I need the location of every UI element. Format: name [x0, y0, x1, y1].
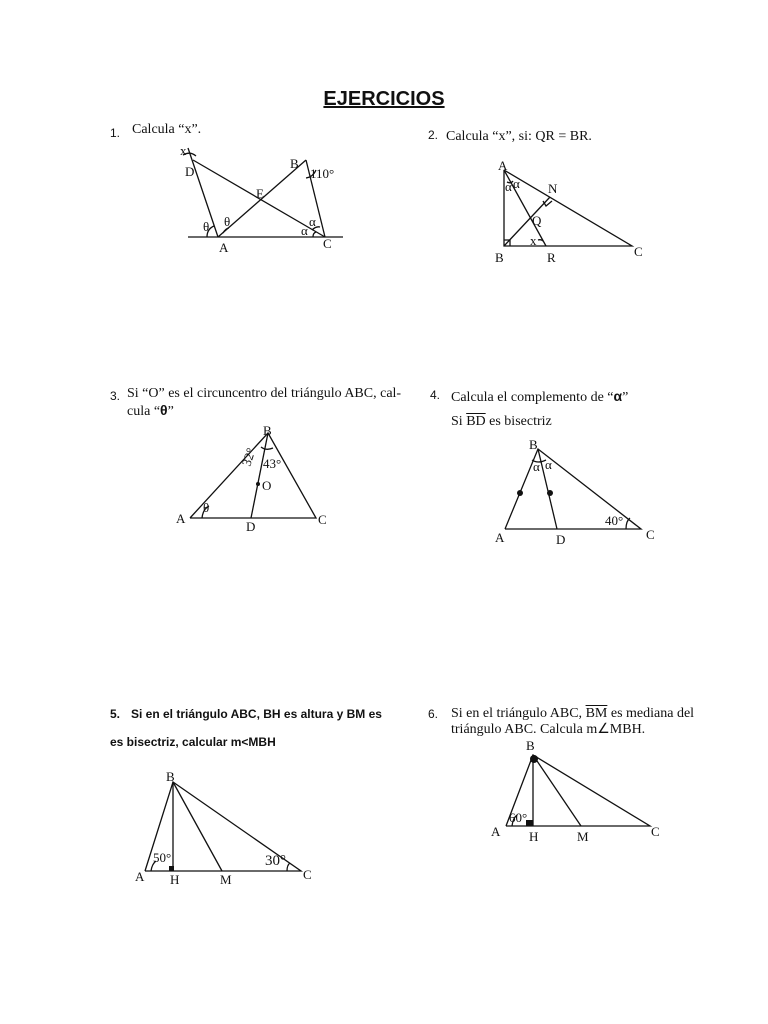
exercise-3-number: 3. — [110, 389, 121, 403]
ex2-label-alpha2: α — [505, 179, 512, 194]
exercise-6-number: 6. — [428, 707, 439, 721]
ex1-label-c: C — [323, 236, 332, 251]
ex3-label-theta: θ — [203, 500, 210, 515]
ex4-label-alpha2: α — [545, 457, 552, 472]
ex4-label-40: 40° — [605, 513, 624, 528]
ex3-label-c: C — [318, 512, 327, 527]
page-title: EJERCICIOS — [323, 88, 445, 110]
ex1-label-alpha1: α — [309, 214, 316, 229]
ex3-label-a: A — [176, 511, 186, 526]
ex3-label-d: D — [246, 519, 256, 534]
ex6-label-b: B — [526, 738, 535, 753]
exercise-5-number: 5. — [110, 707, 121, 721]
ex5-label-h: H — [170, 872, 180, 887]
ex5-label-b: B — [166, 769, 175, 784]
ex1-label-theta1: θ — [203, 219, 210, 234]
ex3-label-o: O — [262, 478, 272, 493]
ex2-label-x: x — [530, 233, 537, 248]
exercise-3-statement-line1: Si “O” es el circuncentro del triángulo ABC, cal- — [127, 386, 402, 401]
exercise-5-statement-line2: es bisectriz, calcular m<MBH — [110, 735, 276, 749]
exercise-2-statement: Calcula “x”, si: QR = BR. — [446, 129, 592, 144]
ex3-label-b: B — [263, 423, 272, 438]
ex6-triangle — [506, 755, 650, 826]
ex6-label-m: M — [577, 829, 589, 844]
ex5-label-m: M — [220, 872, 232, 887]
ex1-label-d: D — [185, 164, 195, 179]
ex6-median-bm — [533, 755, 581, 826]
ex6-dot-b — [530, 755, 538, 763]
ex2-label-c: C — [634, 244, 643, 259]
exercise-6-statement-line2: triángulo ABC. Calcula m∠MBH. — [451, 722, 646, 737]
ex5-label-c: C — [303, 867, 312, 882]
ex4-label-c: C — [646, 527, 655, 542]
ex2-label-a: A — [498, 158, 508, 173]
ex5-label-50: 50° — [153, 850, 172, 865]
ex4-label-alpha1: α — [533, 459, 540, 474]
ex2-label-alpha1: α — [513, 176, 520, 191]
exercise-4-condition: Si $\overline{BD}$ es bisectriz — [451, 414, 552, 429]
ex6-label-a: A — [491, 824, 501, 839]
ex2-label-n: N — [548, 181, 558, 196]
ex5-label-30: 30° — [265, 853, 286, 869]
ex1-label-x: x — [180, 143, 187, 158]
ex6-label-c: C — [651, 824, 660, 839]
ex2-label-r: R — [547, 250, 556, 265]
exercise-6-statement-line1: Si en el triángulo ABC, $\overline{BM}$ es mediana del — [451, 706, 695, 721]
ex4-label-d: D — [556, 532, 566, 547]
exercise-4-number: 4. — [430, 388, 441, 402]
ex2-label-q: Q — [532, 213, 542, 228]
ex4-label-a: A — [495, 530, 505, 545]
ex3-label-32: 32° — [238, 445, 259, 468]
ex1-label-e: E — [256, 186, 264, 201]
ex1-label-theta2: θ — [224, 214, 231, 229]
ex1-label-b: B — [290, 156, 299, 171]
exercise-1-number: 1. — [110, 126, 121, 140]
ex4-label-b: B — [529, 437, 538, 452]
ex6-label-60: 60° — [509, 810, 528, 825]
exercise-3-statement-line2: cula “θ” — [127, 402, 174, 419]
ex2-label-b: B — [495, 250, 504, 265]
ex1-label-a: A — [219, 240, 229, 255]
ex1-label-alpha2: α — [301, 223, 308, 238]
exercise-1-statement: Calcula “x”. — [132, 122, 202, 137]
ex3-label-43: 43° — [263, 456, 282, 471]
exercise-5-statement-line1: Si en el triángulo ABC, BH es altura y BM es — [131, 707, 382, 721]
exercise-2-number: 2. — [428, 128, 439, 142]
exercise-4-statement: Calcula el complemento de “α” — [451, 388, 629, 405]
ex5-label-a: A — [135, 869, 145, 884]
ex6-label-h: H — [529, 829, 539, 844]
ex1-label-110: 110° — [310, 166, 335, 181]
